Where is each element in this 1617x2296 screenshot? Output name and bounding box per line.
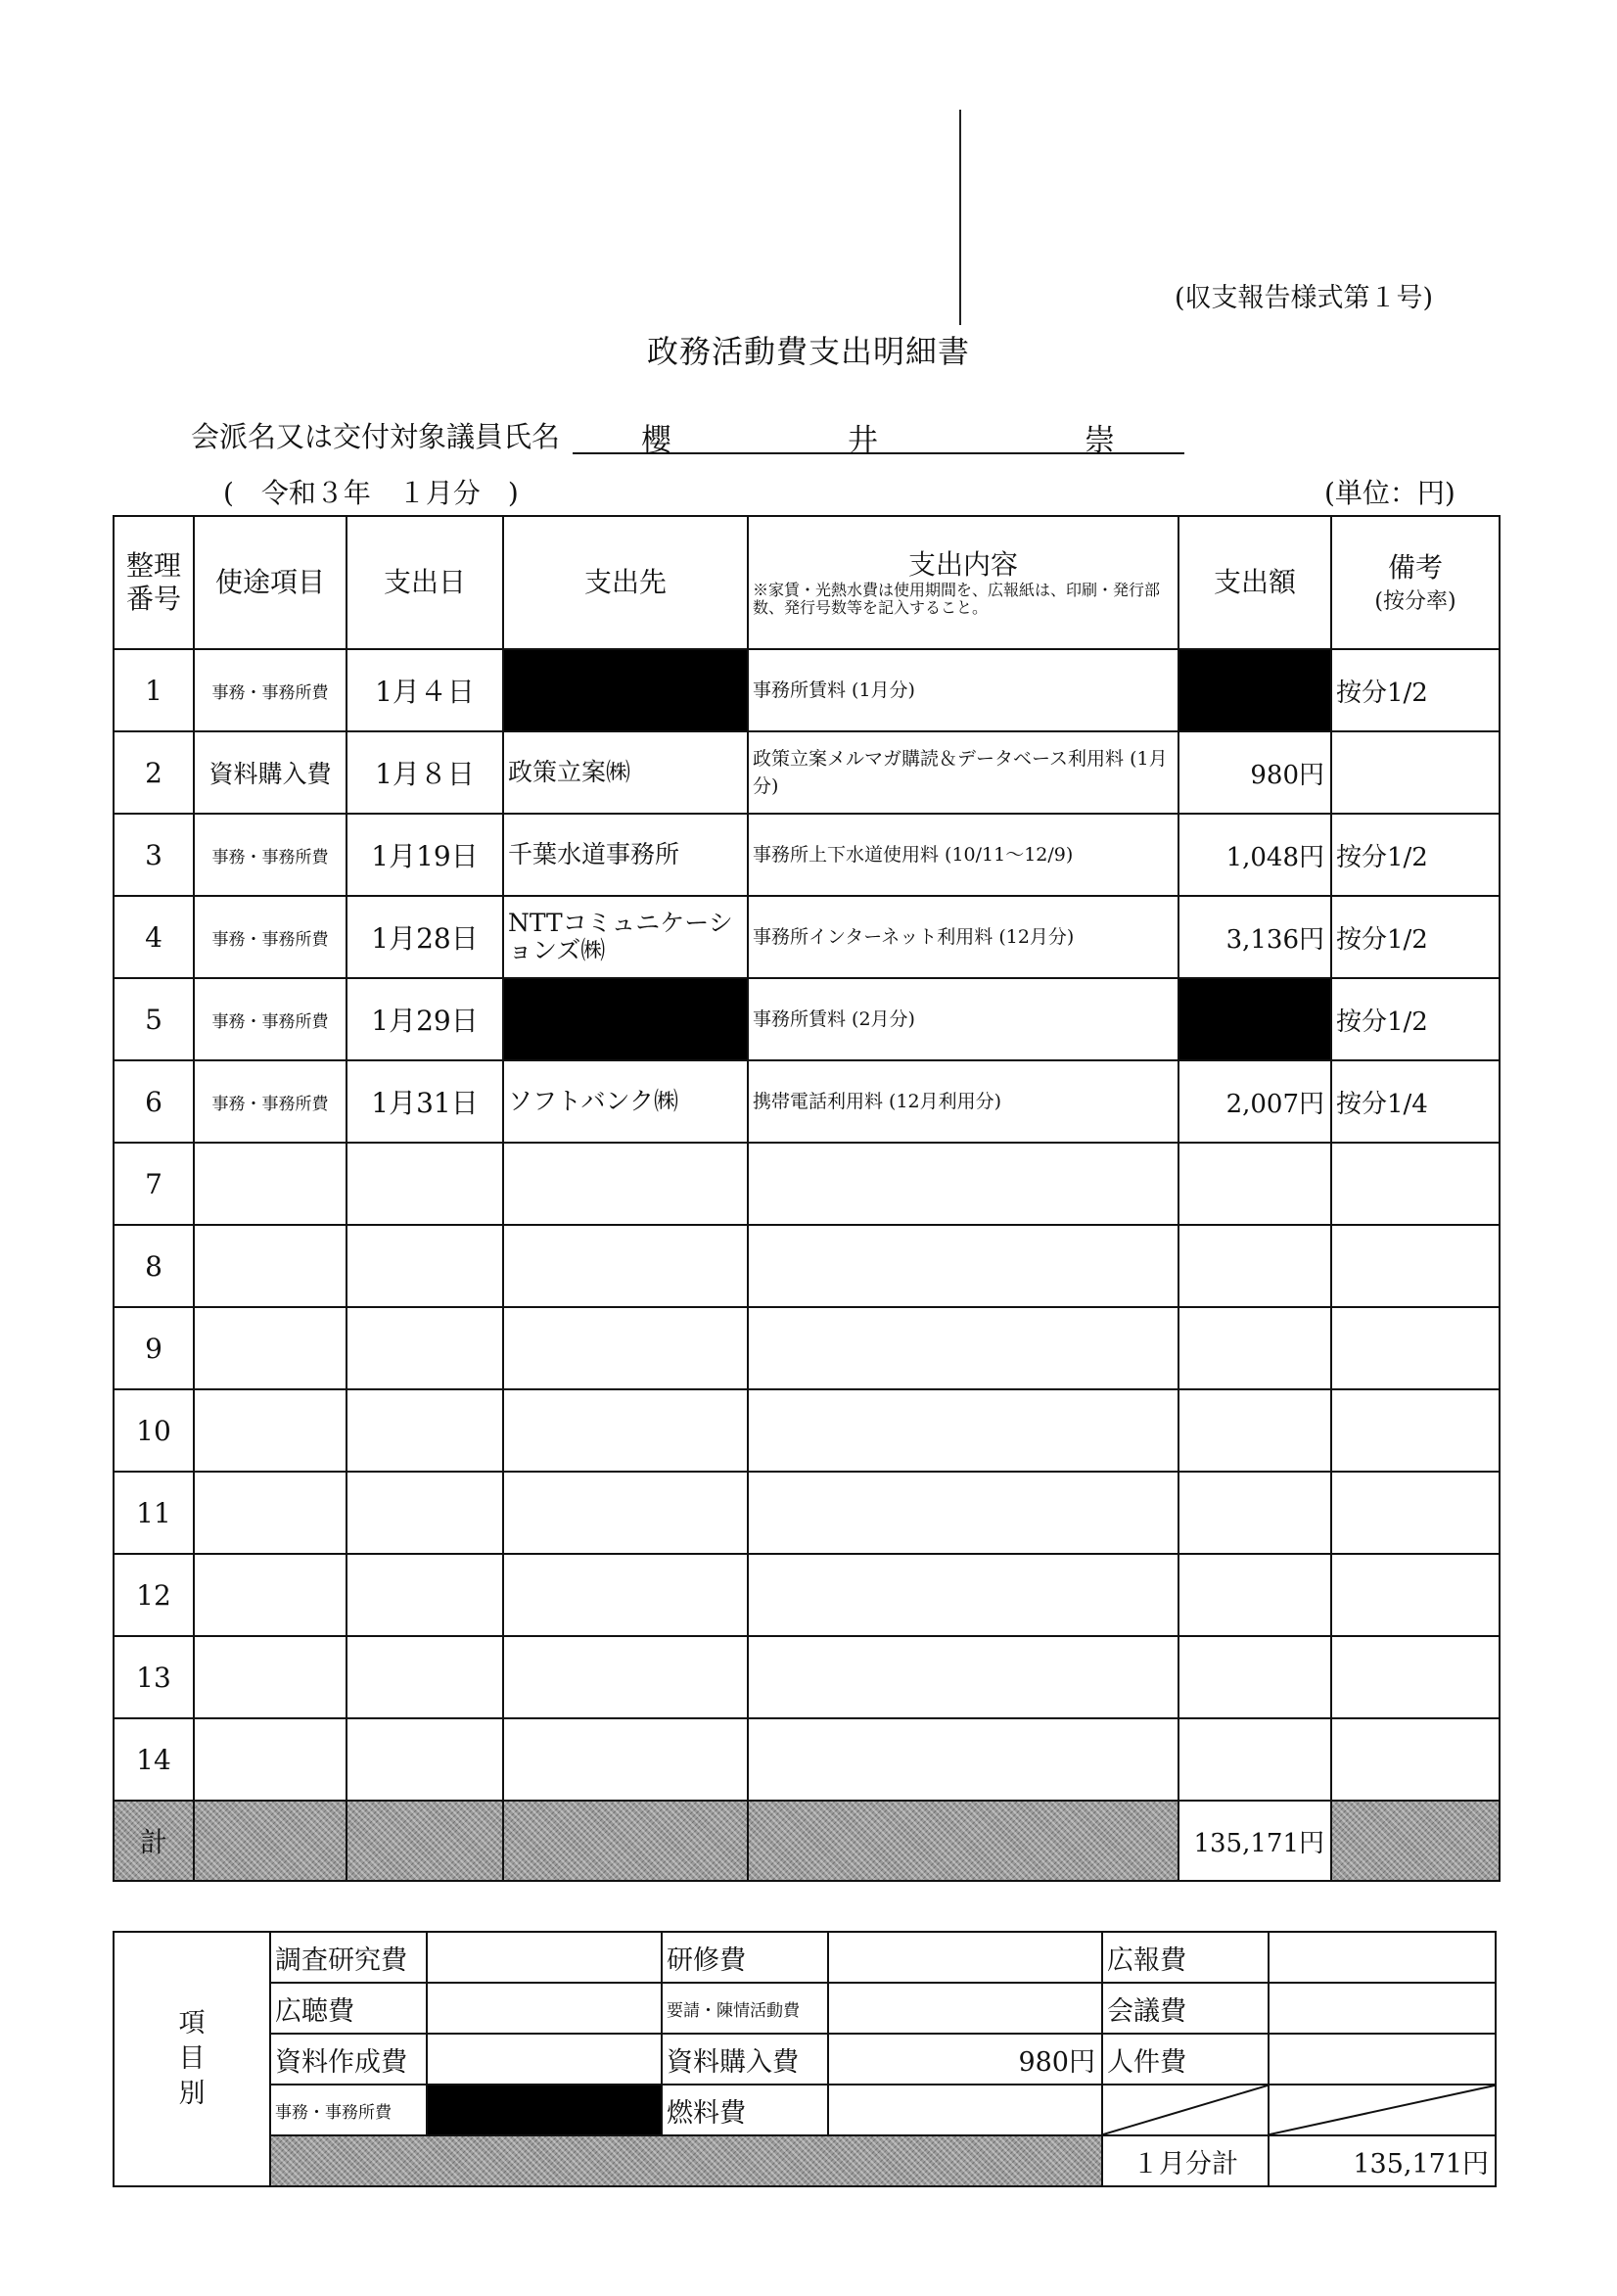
row-number: 8 xyxy=(114,1225,194,1307)
label-fuel: 燃料費 xyxy=(662,2085,828,2135)
row-number: 13 xyxy=(114,1636,194,1718)
form-number: (収支報告様式第１号) xyxy=(1175,283,1434,313)
row-date xyxy=(346,1718,503,1801)
redacted-office-value xyxy=(427,2085,662,2135)
total-shade xyxy=(503,1801,748,1881)
row-content xyxy=(748,1472,1178,1554)
name-char-2: 井 xyxy=(848,423,878,458)
row-date xyxy=(346,1636,503,1718)
period: ( 令和３年 １月分 ) xyxy=(223,477,519,509)
row-content: 事務所賃料 (1月分) xyxy=(748,649,1178,731)
row-remarks xyxy=(1331,1225,1500,1307)
row-number: 2 xyxy=(114,731,194,814)
value-meeting xyxy=(1269,1983,1496,2034)
row-amount xyxy=(1178,1636,1331,1718)
row-purpose: 資料購入費 xyxy=(194,731,346,814)
row-amount: 1,048円 xyxy=(1178,814,1331,896)
header-purpose: 使途項目 xyxy=(194,516,346,649)
value-fuel xyxy=(828,2085,1102,2135)
row-payee: 千葉水道事務所 xyxy=(503,814,748,896)
row-remarks: 按分1/2 xyxy=(1331,649,1500,731)
total-shade xyxy=(748,1801,1178,1881)
row-date xyxy=(346,1554,503,1636)
row-purpose xyxy=(194,1307,346,1389)
row-content xyxy=(748,1718,1178,1801)
fold-line xyxy=(959,110,961,325)
row-remarks xyxy=(1331,1389,1500,1472)
redacted-amount xyxy=(1178,649,1331,731)
row-date: 1月８日 xyxy=(346,731,503,814)
row-number: 12 xyxy=(114,1554,194,1636)
row-date xyxy=(346,1225,503,1307)
row-remarks xyxy=(1331,1554,1500,1636)
total-shade xyxy=(194,1801,346,1881)
value-training xyxy=(828,1932,1102,1983)
row-number: 4 xyxy=(114,896,194,978)
table-row xyxy=(114,649,1500,731)
row-purpose xyxy=(194,1636,346,1718)
row-amount xyxy=(1178,1554,1331,1636)
row-number: 11 xyxy=(114,1472,194,1554)
month-total-label: １月分計 xyxy=(1102,2135,1269,2186)
label-meeting: 会議費 xyxy=(1102,1983,1269,2034)
value-materials-creation xyxy=(427,2034,662,2085)
label-personnel: 人件費 xyxy=(1102,2034,1269,2085)
row-number: 9 xyxy=(114,1307,194,1389)
row-amount: 3,136円 xyxy=(1178,896,1331,978)
row-purpose xyxy=(194,1143,346,1225)
row-date: 1月19日 xyxy=(346,814,503,896)
month-total-value: 135,171円 xyxy=(1269,2135,1496,2186)
row-remarks xyxy=(1331,1307,1500,1389)
table-row xyxy=(114,1554,1500,1636)
row-content xyxy=(748,1225,1178,1307)
table-row xyxy=(114,1389,1500,1472)
row-purpose xyxy=(194,1472,346,1554)
total-shade xyxy=(346,1801,503,1881)
row-number: 3 xyxy=(114,814,194,896)
row-payee xyxy=(503,1472,748,1554)
row-number: 1 xyxy=(114,649,194,731)
header-remarks: 備考 (按分率) xyxy=(1331,516,1500,649)
summary-shade xyxy=(270,2135,1102,2186)
redacted-payee xyxy=(503,978,748,1060)
row-amount xyxy=(1178,1143,1331,1225)
row-remarks: 按分1/4 xyxy=(1331,1060,1500,1143)
row-content: 事務所賃料 (2月分) xyxy=(748,978,1178,1060)
expense-table xyxy=(113,515,1501,1882)
row-amount: 2,007円 xyxy=(1178,1060,1331,1143)
row-content xyxy=(748,1143,1178,1225)
row-date xyxy=(346,1143,503,1225)
expense-rows xyxy=(114,649,1500,1801)
row-number: 5 xyxy=(114,978,194,1060)
row-number: 7 xyxy=(114,1143,194,1225)
header-date: 支出日 xyxy=(346,516,503,649)
label-petition: 要請・陳情活動費 xyxy=(662,1983,828,2034)
table-row xyxy=(114,731,1500,814)
row-payee: ソフトバンク㈱ xyxy=(503,1060,748,1143)
label-hearing: 広聴費 xyxy=(270,1983,427,2034)
table-row xyxy=(114,1472,1500,1554)
diagonal-cell xyxy=(1269,2085,1496,2135)
table-row xyxy=(114,1307,1500,1389)
value-petition xyxy=(828,1983,1102,2034)
content-note: ※家賃・光熱水費は使用期間を、広報紙は、印刷・発行部数、発行号数等を記入すること。 xyxy=(753,581,1161,617)
header-amount: 支出額 xyxy=(1178,516,1331,649)
row-amount xyxy=(1178,1225,1331,1307)
row-payee xyxy=(503,1143,748,1225)
row-amount: 980円 xyxy=(1178,731,1331,814)
row-remarks: 按分1/2 xyxy=(1331,896,1500,978)
table-row xyxy=(114,1143,1500,1225)
row-purpose: 事務・事務所費 xyxy=(194,649,346,731)
label-training: 研修費 xyxy=(662,1932,828,1983)
row-payee xyxy=(503,1636,748,1718)
row-payee xyxy=(503,1554,748,1636)
row-date xyxy=(346,1307,503,1389)
row-payee xyxy=(503,1718,748,1801)
document-title: 政務活動費支出明細書 xyxy=(646,333,970,370)
value-personnel xyxy=(1269,2034,1496,2085)
total-amount: 135,171円 xyxy=(1178,1801,1331,1881)
label-materials-creation: 資料作成費 xyxy=(270,2034,427,2085)
category-summary-table xyxy=(113,1931,1497,2187)
row-remarks xyxy=(1331,1636,1500,1718)
name-char-3: 崇 xyxy=(1085,423,1115,458)
table-row xyxy=(114,1636,1500,1718)
table-row xyxy=(114,978,1500,1060)
total-label: 計 xyxy=(114,1801,194,1881)
row-purpose: 事務・事務所費 xyxy=(194,978,346,1060)
row-remarks xyxy=(1331,1143,1500,1225)
row-purpose xyxy=(194,1389,346,1472)
row-purpose: 事務・事務所費 xyxy=(194,814,346,896)
row-number: 14 xyxy=(114,1718,194,1801)
row-remarks xyxy=(1331,731,1500,814)
row-content xyxy=(748,1636,1178,1718)
label-pr: 広報費 xyxy=(1102,1932,1269,1983)
redacted-payee xyxy=(503,649,748,731)
row-payee xyxy=(503,1225,748,1307)
row-remarks xyxy=(1331,1472,1500,1554)
value-materials-purchase: 980円 xyxy=(828,2034,1102,2085)
row-date: 1月31日 xyxy=(346,1060,503,1143)
row-remarks: 按分1/2 xyxy=(1331,978,1500,1060)
value-hearing xyxy=(427,1983,662,2034)
row-date xyxy=(346,1389,503,1472)
redacted-amount xyxy=(1178,978,1331,1060)
row-payee xyxy=(503,1389,748,1472)
table-row xyxy=(114,1060,1500,1143)
row-amount xyxy=(1178,1718,1331,1801)
section-label: 項 目 別 xyxy=(114,1932,270,2186)
name-label: 会派名又は交付対象議員氏名 xyxy=(191,420,561,453)
table-row xyxy=(114,1225,1500,1307)
diagonal-cell xyxy=(1102,2085,1269,2135)
header-content: 支出内容 ※家賃・光熱水費は使用期間を、広報紙は、印刷・発行部数、発行号数等を記入すること。 xyxy=(748,516,1178,649)
table-row xyxy=(114,1718,1500,1801)
row-date: 1月29日 xyxy=(346,978,503,1060)
row-date: 1月28日 xyxy=(346,896,503,978)
label-office: 事務・事務所費 xyxy=(270,2085,427,2135)
row-payee: 政策立案㈱ xyxy=(503,731,748,814)
table-row xyxy=(114,814,1500,896)
row-amount xyxy=(1178,1389,1331,1472)
row-purpose xyxy=(194,1225,346,1307)
row-date: 1月４日 xyxy=(346,649,503,731)
table-row xyxy=(114,896,1500,978)
value-pr xyxy=(1269,1932,1496,1983)
row-purpose xyxy=(194,1718,346,1801)
total-shade xyxy=(1331,1801,1500,1881)
unit-label: (単位：円) xyxy=(1324,477,1455,509)
row-purpose: 事務・事務所費 xyxy=(194,896,346,978)
row-content: 携帯電話利用料 (12月利用分) xyxy=(748,1060,1178,1143)
row-purpose: 事務・事務所費 xyxy=(194,1060,346,1143)
row-purpose xyxy=(194,1554,346,1636)
row-content xyxy=(748,1307,1178,1389)
row-number: 6 xyxy=(114,1060,194,1143)
row-amount xyxy=(1178,1472,1331,1554)
name-char-1: 櫻 xyxy=(641,423,671,458)
row-number: 10 xyxy=(114,1389,194,1472)
row-payee xyxy=(503,1307,748,1389)
row-date xyxy=(346,1472,503,1554)
row-remarks: 按分1/2 xyxy=(1331,814,1500,896)
row-content xyxy=(748,1389,1178,1472)
header-no: 整理番号 xyxy=(114,516,194,649)
row-content: 事務所上下水道使用料 (10/11～12/9) xyxy=(748,814,1178,896)
label-materials-purchase: 資料購入費 xyxy=(662,2034,828,2085)
row-amount xyxy=(1178,1307,1331,1389)
row-payee: NTTコミュニケーションズ㈱ xyxy=(503,896,748,978)
row-content xyxy=(748,1554,1178,1636)
header-payee: 支出先 xyxy=(503,516,748,649)
value-research xyxy=(427,1932,662,1983)
row-content: 政策立案メルマガ購読＆データベース利用料 (1月分) xyxy=(748,731,1178,814)
row-content: 事務所インターネット利用料 (12月分) xyxy=(748,896,1178,978)
label-research: 調査研究費 xyxy=(270,1932,427,1983)
row-remarks xyxy=(1331,1718,1500,1801)
